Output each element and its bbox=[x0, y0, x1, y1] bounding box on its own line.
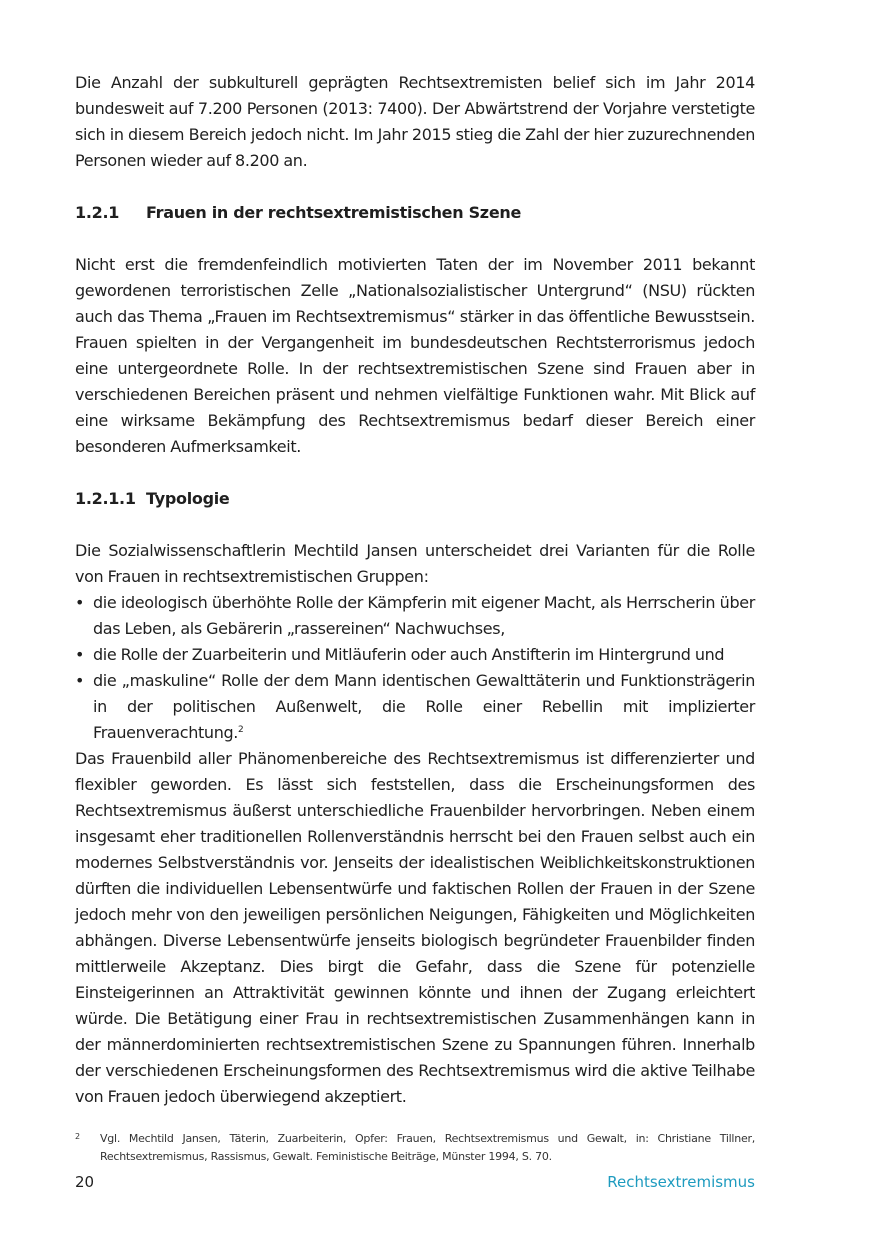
list-item-text: die „maskuline“ Rolle der dem Mann identischen Gewalttäterin und Funktionsträgerin in der politischen Außenwelt, die Rolle einer Rebellin mit implizierter Frauenverachtung. bbox=[93, 671, 755, 742]
typology-bullet-list bbox=[75, 590, 755, 746]
running-title: Rechtsextremismus bbox=[607, 1173, 755, 1191]
list-item-text: die Rolle der Zuarbeiterin und Mitläuferin oder auch Anstifterin im Hintergrund und bbox=[93, 645, 725, 664]
list-item-text: die ideologisch überhöhte Rolle der Kämpferin mit eigener Macht, als Herrscherin über das Leben, als Gebärerin „rassereinen“ Nachwuchses, bbox=[93, 593, 755, 638]
bullet-marker: • bbox=[75, 593, 85, 612]
heading-1-2-1-1 bbox=[75, 486, 755, 512]
heading-number: 1.2.1 bbox=[75, 203, 120, 222]
footnote-mark: 2 bbox=[75, 1132, 80, 1141]
typologie-intro-paragraph: Die Sozialwissenschaftlerin Mechtild Jansen unterscheidet drei Varianten für die Rolle von Frauen in rechtsextremistischen Gruppen: bbox=[75, 541, 755, 586]
footnote-reference[interactable]: 2 bbox=[238, 725, 244, 735]
bullet-marker: • bbox=[75, 671, 85, 690]
footnote-text: Vgl. Mechtild Jansen, Täterin, Zuarbeiterin, Opfer: Frauen, Rechtsextremismus und Gewalt, in: Christiane Tillner, Rechtsextremismus, Rassismus, Gewalt. Feministische Beiträge, Münster 1994, S. 70. bbox=[100, 1132, 755, 1163]
heading-number: 1.2.1.1 bbox=[75, 489, 136, 508]
list-item bbox=[75, 642, 755, 668]
footnote bbox=[75, 1130, 755, 1166]
page-number: 20 bbox=[75, 1173, 95, 1191]
heading-title: Frauen in der rechtsextremistischen Szene bbox=[146, 203, 522, 222]
heading-title: Typologie bbox=[146, 489, 230, 508]
page-body bbox=[75, 70, 755, 1110]
intro-paragraph: Die Anzahl der subkulturell geprägten Rechtsextremisten belief sich im Jahr 2014 bundesweit auf 7.200 Personen (2013: 7400). Der Abwärtstrend der Vorjahre verstetigte sich in diesem Bereich jedoch nicht. Im Jahr 2015 stieg die Zahl der hier zuzurechnenden Personen wieder auf 8.200 an. bbox=[75, 73, 755, 170]
frauen-paragraph: Nicht erst die fremdenfeindlich motivierten Taten der im November 2011 bekannt gewordenen terroristischen Zelle „Nationalsozialistischer Untergrund“ (NSU) rückten auch das Thema „Frauen im Rechtsextremismus“ stärker in das öffentliche Bewusstsein. Frauen spielten in der Vergangenheit im bundesdeutschen Rechtsterrorismus jedoch eine untergeordnete Rolle. In der rechtsextremistischen Szene sind Frauen aber in verschiedenen Bereichen präsent und nehmen vielfältige Funktionen wahr. Mit Blick auf eine wirksame Bekämpfung des Rechtsextremismus bedarf dieser Bereich einer besonderen Aufmerksamkeit. bbox=[75, 255, 755, 456]
frauenbild-paragraph: Das Frauenbild aller Phänomenbereiche des Rechtsextremismus ist differenzierter und flexibler geworden. Es lässt sich feststellen, dass die Erscheinungsformen des Rechtsextremismus äußerst unterschiedliche Frauenbilder hervorbringen. Neben einem insgesamt eher traditionellen Rollenverständnis herrscht bei den Frauen selbst auch ein modernes Selbstverständnis vor. Jenseits der idealistischen Weiblichkeitskonstruktionen dürften die individuellen Lebensentwürfe und faktischen Rollen der Frauen in der Szene jedoch mehr von den jeweiligen persönlichen Neigungen, Fähigkeiten und Möglichkeiten abhängen. Diverse Lebensentwürfe jenseits biologisch begründeter Frauenbilder finden mittlerweile Akzeptanz. Dies birgt die Gefahr, dass die Szene für potenzielle Einsteigerinnen an Attraktivität gewinnen könnte und ihnen der Zugang erleichtert würde. Die Betätigung einer Frau in rechtsextremistischen Zusammenhängen kann in der männerdominierten rechtsextremistischen Szene zu Spannungen führen. Innerhalb der verschiedenen Erscheinungsformen des Rechtsextremismus wird die aktive Teilhabe von Frauen jedoch überwiegend akzeptiert. bbox=[75, 749, 755, 1106]
list-item bbox=[75, 668, 755, 746]
list-item bbox=[75, 590, 755, 642]
heading-1-2-1 bbox=[75, 200, 755, 226]
bullet-marker: • bbox=[75, 645, 85, 664]
